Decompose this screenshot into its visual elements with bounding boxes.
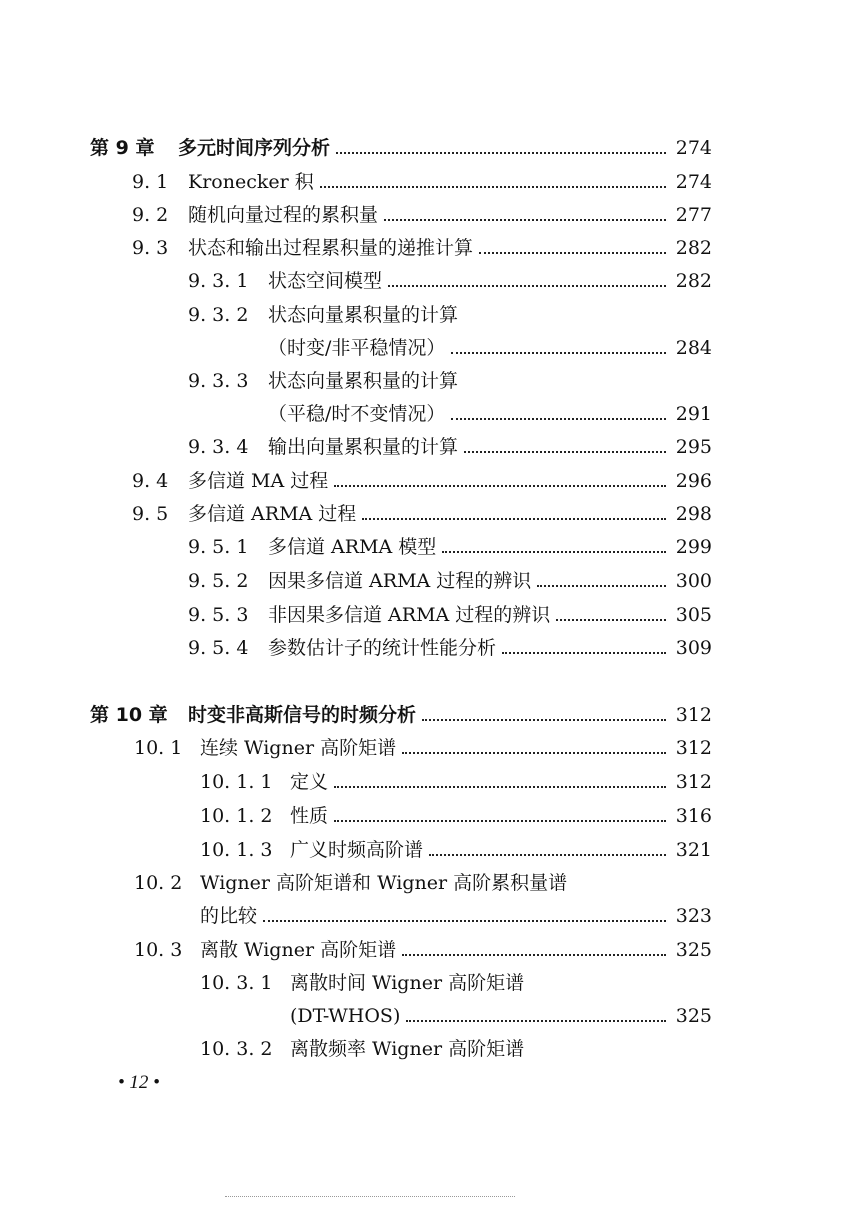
dot-leader [402,724,666,754]
entry-page-number: 316 [675,805,712,827]
entry-number: 9. 5. 1 [188,536,249,558]
dot-leader [336,124,666,154]
dot-leader [388,257,666,287]
entry-page-number: 305 [675,604,712,626]
entry-number: 10. 3. 1 [200,972,273,994]
page-number: • 12 • [118,1072,160,1093]
toc-entry [0,1001,868,1031]
toc-entry [0,935,868,965]
entry-number: 第 10 章 [90,704,168,726]
entry-page-number: 321 [675,839,712,861]
dot-leader [442,523,665,553]
entry-page-number: 325 [675,939,712,961]
dot-leader [479,224,666,254]
entry-title: 输出向量累积量的计算 [268,436,459,458]
entry-title: 连续 Wigner 高阶矩谱 [200,737,397,759]
entry-title: 因果多信道 ARMA 过程的辨识 [268,570,532,592]
entry-title: 离散 Wigner 高阶矩谱 [200,939,397,961]
entry-number: 10. 1. 1 [200,771,273,793]
entry-page-number: 323 [675,905,712,927]
dot-leader [422,691,666,721]
dot-leader [320,158,666,188]
toc-entry [0,633,868,663]
entry-page-number: 274 [675,171,712,193]
entry-title: 状态和输出过程累积量的递推计算 [188,237,474,259]
entry-page-number: 295 [675,436,712,458]
dot-leader [406,992,665,1022]
entry-number: 9. 2 [132,204,169,226]
entry-title: (DT-WHOS) [290,1005,401,1027]
entry-title: 的比较 [200,905,258,927]
dot-leader [502,624,666,654]
toc-entry [0,266,868,296]
entry-title: 离散频率 Wigner 高阶矩谱 [290,1038,525,1060]
entry-title: 多信道 ARMA 模型 [268,536,437,558]
dot-leader [334,758,666,788]
entry-number: 9. 5. 2 [188,570,249,592]
entry-number: 10. 3 [134,939,183,961]
entry-number: 10. 1 [134,737,183,759]
entry-title: 随机向量过程的累积量 [188,204,379,226]
dot-leader [451,324,665,354]
entry-number: 9. 5. 3 [188,604,249,626]
toc-entry [0,366,868,396]
entry-title: 性质 [290,805,329,827]
entry-number: 9. 3. 1 [188,270,249,292]
entry-number: 9. 4 [132,470,169,492]
entry-title: 多元时间序列分析 [178,137,331,159]
entry-page-number: 284 [675,337,712,359]
entry-page-number: 300 [675,570,712,592]
entry-page-number: 282 [675,237,712,259]
toc-entry [0,200,868,230]
entry-page-number: 312 [675,737,712,759]
entry-page-number: 277 [675,204,712,226]
entry-page-number: 299 [675,536,712,558]
entry-page-number: 298 [675,503,712,525]
entry-title: （时变/非平稳情况） [268,337,446,359]
toc-entry [0,1034,868,1064]
toc-entry [0,532,868,562]
entry-number: 9. 3. 2 [188,304,249,326]
toc-entry [0,835,868,865]
entry-number: 第 9 章 [90,137,155,159]
toc-entry [0,600,868,630]
entry-number: 10. 1. 2 [200,805,273,827]
entry-page-number: 325 [675,1005,712,1027]
dot-leader [429,826,666,856]
dot-leader [451,390,665,420]
entry-page-number: 296 [675,470,712,492]
entry-page-number: 274 [675,137,712,159]
entry-page-number: 309 [675,637,712,659]
dot-leader [537,557,665,587]
entry-number: 9. 5 [132,503,169,525]
dot-leader [362,490,665,520]
toc-entry [0,333,868,363]
entry-title: Kronecker 积 [188,171,314,193]
entry-title: 参数估计子的统计性能分析 [268,637,497,659]
entry-title: 广义时频高阶谱 [290,839,424,861]
entry-number: 10. 2 [134,872,183,894]
toc-entry [0,566,868,596]
entry-title: 离散时间 Wigner 高阶矩谱 [290,972,525,994]
entry-title: 多信道 ARMA 过程 [188,503,357,525]
entry-page-number: 312 [675,771,712,793]
entry-title: 状态向量累积量的计算 [268,370,459,392]
scan-artifact-line [225,1196,515,1197]
entry-title: （平稳/时不变情况） [268,403,446,425]
dot-leader [402,926,666,956]
entry-page-number: 282 [675,270,712,292]
dot-leader [556,591,665,621]
dot-leader [334,792,666,822]
entry-number: 9. 1 [132,171,169,193]
entry-title: 状态向量累积量的计算 [268,304,459,326]
entry-number: 10. 3. 2 [200,1038,273,1060]
dot-leader [263,892,666,922]
entry-page-number: 312 [675,704,712,726]
toc-entry [0,499,868,529]
entry-title: 定义 [290,771,329,793]
entry-number: 9. 5. 4 [188,637,249,659]
entry-title: 状态空间模型 [268,270,383,292]
entry-number: 9. 3. 4 [188,436,249,458]
entry-number: 9. 3. 3 [188,370,249,392]
toc-entry [0,399,868,429]
entry-title: Wigner 高阶矩谱和 Wigner 高阶累积量谱 [200,872,568,894]
toc-entry [0,300,868,330]
entry-title: 时变非高斯信号的时频分析 [188,704,417,726]
entry-page-number: 291 [675,403,712,425]
entry-number: 10. 1. 3 [200,839,273,861]
dot-leader [384,191,666,221]
entry-title: 多信道 MA 过程 [188,470,329,492]
entry-number: 9. 3 [132,237,169,259]
entry-title: 非因果多信道 ARMA 过程的辨识 [268,604,551,626]
dot-leader [464,423,666,453]
dot-leader [334,457,665,487]
